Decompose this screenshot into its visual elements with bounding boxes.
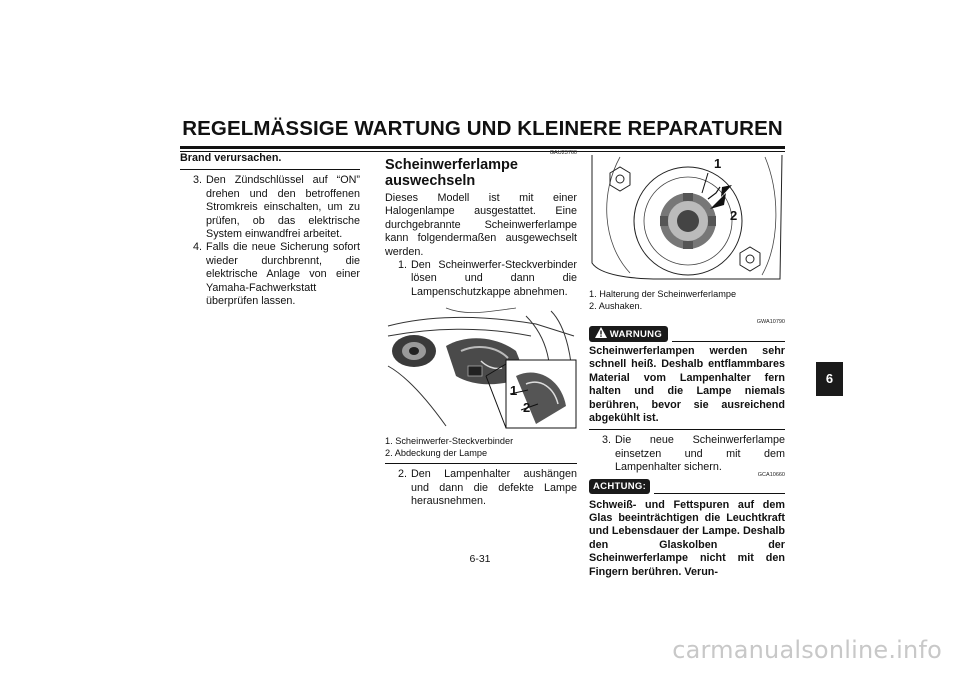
- warning-triangle-icon: [595, 327, 607, 338]
- figure-label-1: 1: [714, 156, 722, 171]
- watermark: carmanualsonline.info: [672, 636, 942, 664]
- caution-header: [589, 479, 785, 494]
- page-number: 6-31: [469, 553, 491, 565]
- figure-caption: 1. Halterung der Scheinwerferlampe: [589, 289, 737, 299]
- item-text: Den Lampenhalter aushängen und dann die defekte Lampe herausnehmen.: [411, 468, 577, 508]
- warning-line: [672, 341, 785, 342]
- figure-connector: [385, 305, 579, 432]
- column-right: [589, 150, 785, 579]
- column-middle: [385, 150, 577, 508]
- item-number: 3.: [192, 174, 202, 187]
- lamp-holder-illustration: [590, 153, 784, 280]
- divider: [180, 169, 360, 170]
- section-title: Scheinwerferlampe auswechseln: [385, 157, 518, 189]
- figure-caption: 2. Abdeckung der Lampe: [385, 448, 488, 459]
- figure-lamp-holder: [589, 152, 785, 281]
- item-number: 2.: [397, 468, 407, 481]
- list-item: [589, 434, 785, 474]
- page-header: [180, 118, 785, 152]
- figure-label-2: 2: [523, 400, 531, 416]
- item-number: 4.: [192, 241, 202, 254]
- page-title: REGELMÄSSIGE WARTUNG UND KLEINERE REPARATUREN: [182, 117, 783, 140]
- item-text: Falls die neue Sicherung sofort wieder durchbrennt, die elektrische Anlage von einer Yamaha-Fachwerkstatt überprüfen lassen.: [206, 241, 360, 308]
- warning-header: [589, 326, 785, 342]
- list-item: [180, 241, 360, 308]
- list-item: [385, 259, 577, 299]
- caution-badge: ACHTUNG:: [589, 479, 650, 494]
- header-rule-thick: [180, 146, 785, 149]
- divider: [589, 429, 785, 430]
- divider: [385, 463, 577, 464]
- connector-illustration: [386, 306, 578, 431]
- column-left: [180, 150, 360, 308]
- chapter-tab: 6: [816, 362, 843, 396]
- intro-paragraph: Dieses Modell ist mit einer Halogenlampe ausgestattet. Eine durchgebrannte Scheinwerferlampe kann folgendermaßen ausgewechselt werden.: [385, 192, 577, 258]
- warning-text: Scheinwerferlampen werden sehr schnell heiß. Deshalb entflammbares Material vom Lampenhalter fern halten und die Lampe niemals berühren, bevor sie ausreichend abgekühlt ist.: [589, 345, 785, 425]
- item-text: Den Scheinwerfer-Steckverbinder lösen und dann die Lampenschutzkappe abnehmen.: [411, 259, 577, 298]
- figure-label-2: 2: [730, 208, 738, 223]
- figure-caption: 1. Scheinwerfer-Steckverbinder: [385, 436, 514, 447]
- caution-text: Schweiß- und Fettspuren auf dem Glas beeinträchtigen die Leuchtkraft und Lebensdauer der Lampe. Deshalb den Glaskolben der Scheinwerferlampe nicht mit den Fingern berühren. Verun-: [589, 498, 785, 578]
- warning-code: GWA10790: [756, 319, 785, 325]
- item-text: Den Zündschlüssel auf “ON” drehen und den betroffenen Stromkreis einschalten, um zu prüfen, ob das elektrische System einwandfrei arbeitet.: [206, 174, 360, 241]
- figure-caption: 2. Aushaken.: [589, 301, 643, 311]
- warning-label: WARNUNG: [609, 329, 663, 340]
- caution-line: [654, 493, 785, 494]
- item-text: Die neue Scheinwerferlampe einsetzen und mit dem Lampenhalter sichern.: [615, 434, 785, 474]
- caution-code: GCA10660: [757, 471, 785, 478]
- list-item: [180, 174, 360, 241]
- list-item: [385, 468, 577, 508]
- continued-text: Brand verursachen.: [180, 152, 282, 164]
- warning-badge: [589, 326, 668, 342]
- section-code: GAU23760: [549, 150, 577, 156]
- item-number: 1.: [397, 259, 407, 272]
- figure-label-1: 1: [510, 383, 518, 399]
- item-number: 3.: [601, 434, 611, 447]
